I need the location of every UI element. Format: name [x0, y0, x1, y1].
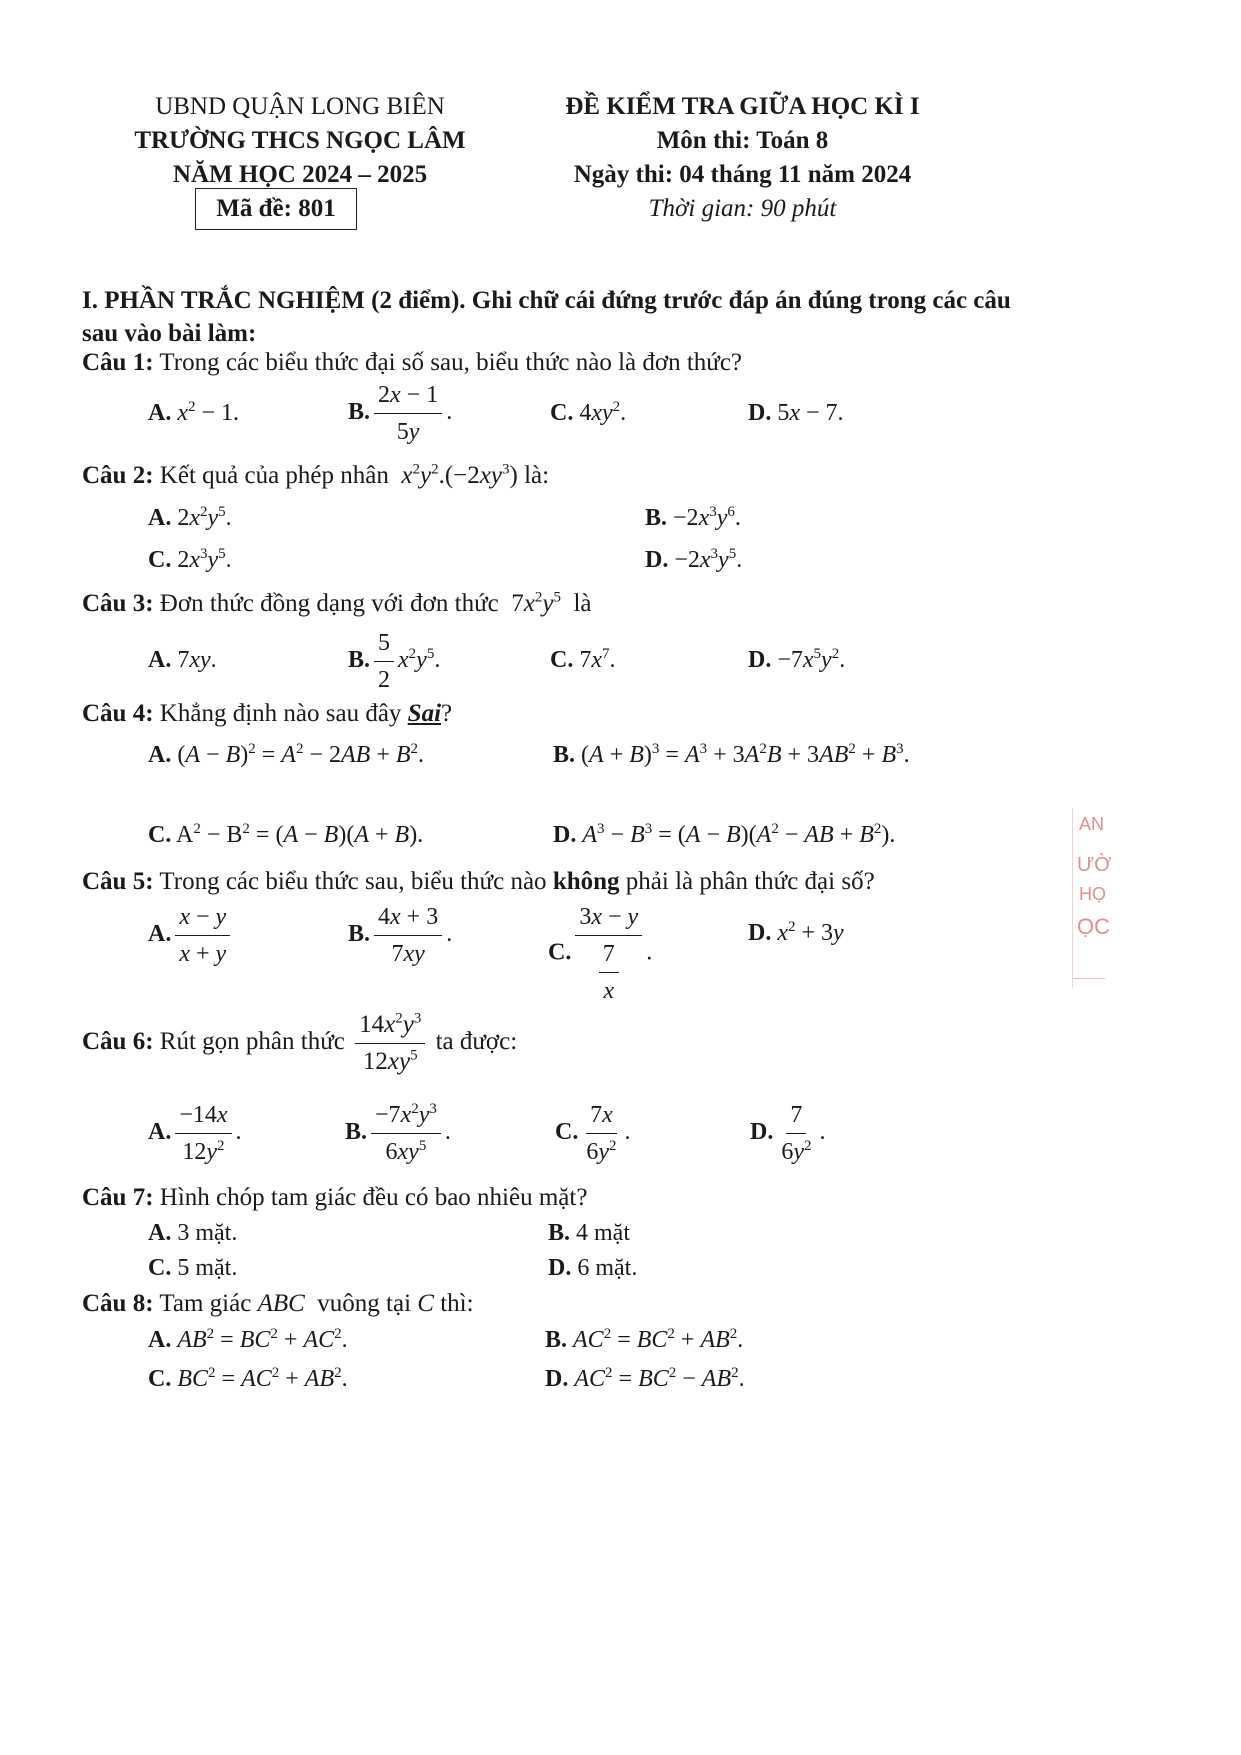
question-text-after: ? [441, 700, 453, 727]
q6-option-a: A. $\frac{-14x}{12y^2}$ . [148, 1102, 242, 1165]
option-letter: D. [750, 1119, 774, 1146]
q5-option-d: D. $x^2 + 3y$ [748, 919, 844, 946]
q2-option-b: B. $-2x^3y^6$. [645, 504, 741, 531]
option-letter: C. [148, 1255, 172, 1281]
q5-option-b: B. $\frac{4x + 3}{7xy}$ . [348, 904, 453, 967]
option-letter: C. [148, 1366, 172, 1392]
question-text: Rút gọn phân thức [159, 1028, 345, 1056]
question-text: Tam giác [159, 1290, 252, 1317]
option-text: 4 mặt [576, 1220, 631, 1246]
question-emphasis: Sai [407, 700, 442, 727]
option-text: 6 mặt. [577, 1255, 638, 1281]
option-letter: B. [348, 647, 371, 674]
question-text: Trong các biểu thức sau, biểu thức nào [159, 868, 547, 895]
q5-option-a: A. $\frac{x - y}{x + y}$ [148, 902, 234, 969]
stamp-line [1073, 978, 1105, 979]
stamp-text: AN [1079, 814, 1105, 834]
q7-option-a [148, 1218, 237, 1248]
question-text-after: là [573, 590, 592, 617]
exam-date: Ngày thi: 04 tháng 11 năm 2024 [573, 161, 912, 188]
option-letter: A. [148, 921, 172, 948]
q2-option-c: C. $2x^3y^5$. [148, 546, 232, 573]
option-letter: D. [545, 1366, 569, 1392]
q4-option-c: C. $A^2 - B^2 = (A - B)(A + B)$. [148, 821, 424, 848]
exam-title: ĐỀ KIỂM TRA GIỮA HỌC KÌ I [565, 93, 920, 120]
q3-option-d: D. $-7x^5y^2$. [748, 646, 846, 673]
option-letter: A. [148, 400, 172, 426]
question-4 [82, 698, 452, 730]
question-text-mid: vuông tại [317, 1290, 412, 1317]
q1-option-b: B. $\frac{2x - 1}{5y}$ . [348, 382, 453, 445]
question-text-after: thì: [440, 1290, 474, 1317]
question-text-after: phải là phân thức đại số? [625, 868, 875, 895]
question-text-after: là: [524, 462, 550, 489]
q6-option-c: C. $\frac{7x}{6y^2}$ . [555, 1102, 631, 1165]
q7-option-b [548, 1218, 630, 1248]
q8-option-c: C. $BC^2 = AC^2 + AB^2$. [148, 1365, 348, 1392]
question-text: Đơn thức đồng dạng với đơn thức [159, 590, 499, 617]
q1-option-c: C. $4xy^2$. [550, 399, 627, 426]
question-label: Câu 8: [82, 1290, 154, 1317]
option-letter: B. [348, 921, 371, 948]
question-label: Câu 2: [82, 462, 154, 489]
school-header [120, 90, 480, 192]
q6-option-d: D. $\frac{7}{6y^2}$ . [750, 1102, 826, 1165]
q4-option-b: B. $(A + B)^3 = A^3 + 3A^2B + 3AB^2 + B^3$. [553, 741, 910, 768]
section-title-cont: sau vào bài làm: [82, 320, 257, 347]
option-letter: B. [345, 1119, 368, 1146]
district-name: UBND QUẬN LONG BIÊN [155, 93, 445, 120]
q4-option-d: D. $A^3 - B^3 = (A - B)(A^2$ − AB + $B^2$). [553, 821, 896, 848]
option-letter: A. [148, 742, 172, 768]
question-label: Câu 7: [82, 1184, 154, 1211]
option-text: 5 mặt. [177, 1255, 238, 1281]
question-6: Câu 6: Rút gọn phân thức $\frac{14x^2y^3}{12xy^5}$ ta được: [82, 1010, 518, 1075]
option-letter: B. [545, 1327, 568, 1353]
question-label: Câu 3: [82, 590, 154, 617]
question-text: Trong các biểu thức đại số sau, biểu thức nào là đơn thức? [159, 349, 743, 376]
q3-option-b: B. $\frac{5}{2}$ $x^2y^5$. [348, 630, 441, 693]
q8-option-d: D. $AC^2 = BC^2 - AB^2$. [545, 1365, 745, 1392]
option-letter: C. [148, 547, 172, 573]
school-name: TRƯỜNG THCS NGỌC LÂM [134, 127, 466, 154]
q3-option-c: C. $7x^7$. [550, 646, 616, 673]
q8-option-a: A. $AB^2 = BC^2 + AC^2$. [148, 1326, 348, 1353]
question-7 [82, 1182, 587, 1214]
question-emphasis: không [552, 868, 620, 895]
option-letter: C. [555, 1119, 579, 1146]
q7-option-c [148, 1253, 237, 1283]
option-letter: D. [553, 822, 577, 848]
option-letter: B. [553, 742, 576, 768]
q2-option-a: A. $2x^2y^5$. [148, 504, 232, 531]
q1-option-d: D. 5x − 7. [748, 400, 844, 426]
question-text: Khẳng định nào sau đây [159, 700, 402, 727]
option-letter: A. [148, 647, 172, 673]
question-text: Kết quả của phép nhân [159, 462, 389, 489]
question-5 [82, 866, 875, 898]
school-stamp-partial [1072, 808, 1113, 988]
q3-option-a: A. 7xy. [148, 647, 217, 673]
question-3: Câu 3: Đơn thức đồng dạng với đơn thức $7x^2y^5$ là [82, 589, 592, 617]
option-letter: D. [748, 647, 772, 673]
stamp-text: ỌC [1077, 914, 1110, 939]
school-year: NĂM HỌC 2024 – 2025 [172, 161, 428, 188]
question-8: Câu 8: Tam giác ABC vuông tại C thì: [82, 1290, 474, 1317]
question-1 [82, 347, 742, 379]
option-letter: D. [748, 400, 772, 426]
q1-option-a: A. $x^2 - 1$. [148, 399, 240, 426]
exam-subject: Môn thi: Toán 8 [656, 127, 829, 154]
option-letter: C. [548, 939, 572, 966]
option-letter: A. [148, 1119, 172, 1146]
question-label: Câu 6: [82, 1028, 154, 1056]
question-label: Câu 5: [82, 868, 154, 895]
question-text: Hình chóp tam giác đều có bao nhiêu mặt? [159, 1184, 588, 1211]
q2-option-d: D. $-2x^3y^5$. [645, 546, 743, 573]
q5-option-c: C. $\frac{3x - y}{\frac{7}{x}}$ . [548, 904, 653, 1004]
exam-code-box: Mã đề: 801 [195, 188, 357, 230]
option-letter: B. [548, 1220, 571, 1246]
option-letter: A. [148, 505, 172, 531]
question-label: Câu 1: [82, 349, 154, 376]
question-text-after: ta được: [435, 1028, 518, 1056]
question-2: Câu 2: Kết quả của phép nhân $x^2y^2.(-2xy^3)$ là: [82, 461, 550, 489]
option-letter: D. [645, 547, 669, 573]
stamp-text: ƯỜ [1077, 854, 1112, 876]
option-letter: B. [645, 505, 668, 531]
stamp-text: HỌ [1079, 884, 1106, 904]
q4-option-a: A. $(A - B)^2 = A^2 - 2AB + B^2$. [148, 741, 425, 768]
option-text: 3 mặt. [177, 1220, 238, 1246]
option-letter: A. [148, 1220, 172, 1246]
section-title: I. PHẦN TRẮC NGHIỆM (2 điểm). Ghi chữ cái đứng trước đáp án đúng trong các câu [82, 287, 1011, 314]
option-letter: B. [348, 399, 371, 426]
option-letter: D. [548, 1255, 572, 1281]
question-label: Câu 4: [82, 700, 154, 727]
option-letter: C. [148, 822, 172, 848]
option-letter: A. [148, 1327, 172, 1353]
exam-header [560, 90, 925, 226]
exam-duration: Thời gian: 90 phút [648, 195, 837, 222]
option-letter: C. [550, 400, 574, 426]
option-letter: D. [748, 920, 772, 946]
q6-option-b: B. $\frac{-7x^2y^3}{6xy^5}$ . [345, 1101, 451, 1165]
q7-option-d [548, 1253, 637, 1283]
q8-option-b: B. $AC^2 = BC^2 + AB^2$. [545, 1326, 744, 1353]
option-letter: C. [550, 647, 574, 673]
